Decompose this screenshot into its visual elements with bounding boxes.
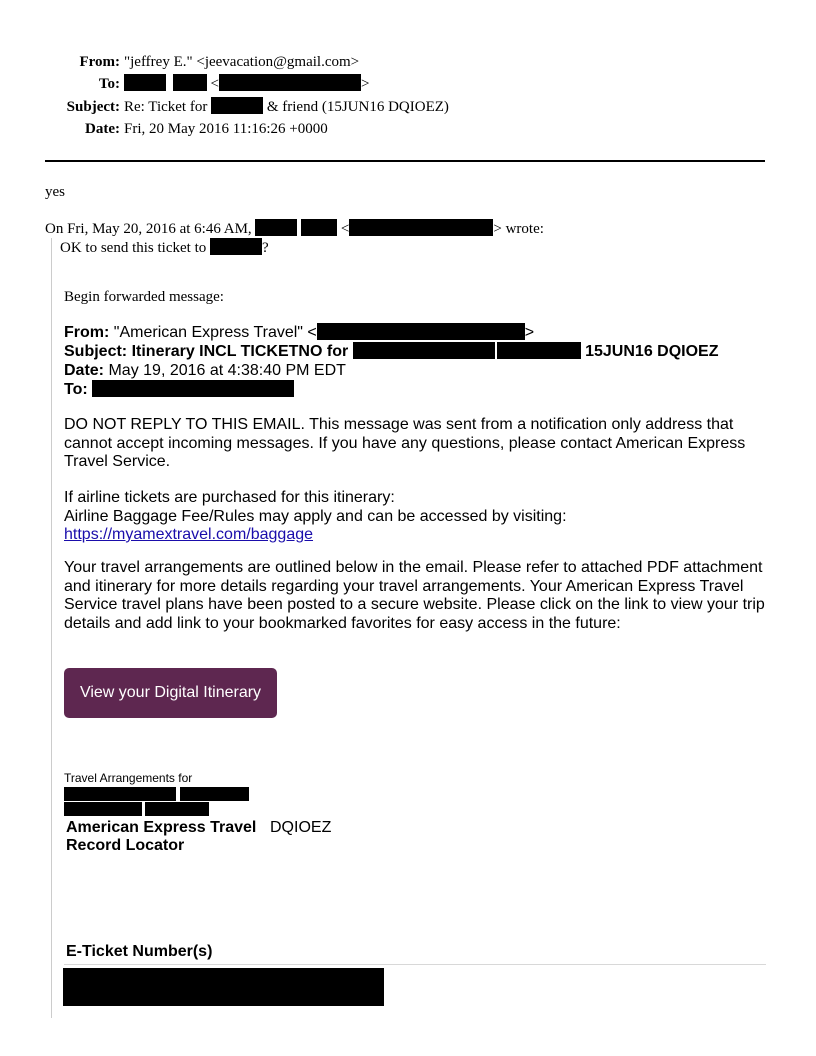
fwd-subject-label: Subject: — [64, 343, 128, 360]
redaction-block — [349, 219, 493, 236]
redaction-block — [210, 238, 262, 255]
attribution-suffix: > wrote: — [493, 221, 544, 237]
forwarded-subject — [64, 342, 719, 361]
fwd-subject-value: Itinerary INCL TICKETNO for — [131, 343, 349, 360]
quoted-line-prefix: OK to send this ticket to — [60, 240, 207, 256]
date-value: Fri, 20 May 2016 11:16:26 +0000 — [124, 121, 328, 137]
from-value: "jeffrey E." <jeevacation@gmail.com> — [124, 54, 360, 70]
quoted-line-suffix: ? — [262, 240, 269, 256]
forwarded-intro: Begin forwarded message: — [64, 289, 224, 305]
baggage-link[interactable]: https://myamextravel.com/baggage — [64, 526, 314, 543]
fwd-to-label: To: — [64, 381, 88, 398]
arrangements-paragraph: Your travel arrangements are outlined below in the email. Please refer to attached PDF attachment and itinerary for more details regarding your travel arrangements. Your American Express Travel Service travel plans have been posted to a secure website. Please click on the link to view your trip details and add link to your bookmarked favorites for easy access in the future: — [64, 559, 765, 632]
redaction-block — [92, 380, 294, 397]
redaction-block — [211, 97, 263, 114]
redaction-block — [255, 219, 297, 236]
redaction-block — [145, 802, 209, 816]
view-itinerary-button[interactable]: View your Digital Itinerary — [64, 668, 277, 718]
attribution-prefix: On Fri, May 20, 2016 at 6:46 AM, — [45, 221, 252, 237]
quote-bar — [51, 238, 52, 1018]
record-locator-value: DQIOEZ — [270, 819, 332, 836]
record-locator-label-2: Record Locator — [66, 837, 185, 854]
redaction-block — [173, 74, 207, 91]
subject-suffix: & friend (15JUN16 DQIOEZ) — [266, 99, 449, 115]
airline-line-1: If airline tickets are purchased for this itinerary: — [64, 489, 395, 506]
header-divider — [45, 160, 765, 162]
forwarded-to — [64, 380, 294, 399]
subject-label: Subject: — [66, 99, 120, 115]
forwarded-date — [64, 361, 346, 380]
redaction-block — [301, 219, 337, 236]
redaction-block — [497, 342, 581, 359]
fwd-subject-suffix: 15JUN16 DQIOEZ — [585, 343, 719, 360]
redaction-block — [353, 342, 495, 359]
quoted-line — [60, 238, 269, 257]
redaction-block — [64, 787, 176, 801]
date-label: Date: — [85, 121, 120, 137]
subject-prefix: Re: Ticket for — [124, 99, 208, 115]
fwd-from-close: > — [524, 324, 535, 341]
fwd-from-value: "American Express Travel" < — [113, 324, 317, 341]
redaction-block — [124, 74, 166, 91]
redaction-block — [64, 802, 142, 816]
redaction-block — [63, 968, 384, 1006]
redaction-block — [219, 74, 361, 91]
fwd-date-label: Date: — [64, 362, 105, 379]
to-value: < > — [124, 74, 369, 94]
subject-value — [124, 97, 449, 117]
no-reply-notice: DO NOT REPLY TO THIS EMAIL. This message was sent from a notification only address that cannot accept incoming messages. If you have any questions, please contact American Express Travel Service. — [64, 416, 746, 470]
reply-body: yes — [45, 184, 65, 200]
airline-baggage-block — [64, 489, 774, 545]
fwd-from-label: From: — [64, 324, 110, 341]
redaction-block — [180, 787, 249, 801]
fwd-date-value: May 19, 2016 at 4:38:40 PM EDT — [108, 362, 346, 379]
eticket-heading: E-Ticket Number(s) — [66, 943, 213, 960]
airline-line-2: Airline Baggage Fee/Rules may apply and can be accessed by visiting: — [64, 507, 567, 525]
quote-attribution: On Fri, May 20, 2016 at 6:46 AM, < > wrote: — [45, 221, 544, 237]
eticket-divider — [64, 964, 766, 965]
record-locator-label-1: American Express Travel — [66, 819, 257, 836]
to-label: To: — [98, 76, 120, 92]
redaction-block — [317, 323, 525, 340]
forwarded-from — [64, 323, 534, 342]
travel-arrangements-for: Travel Arrangements for — [64, 771, 193, 785]
from-label: From: — [79, 54, 120, 70]
